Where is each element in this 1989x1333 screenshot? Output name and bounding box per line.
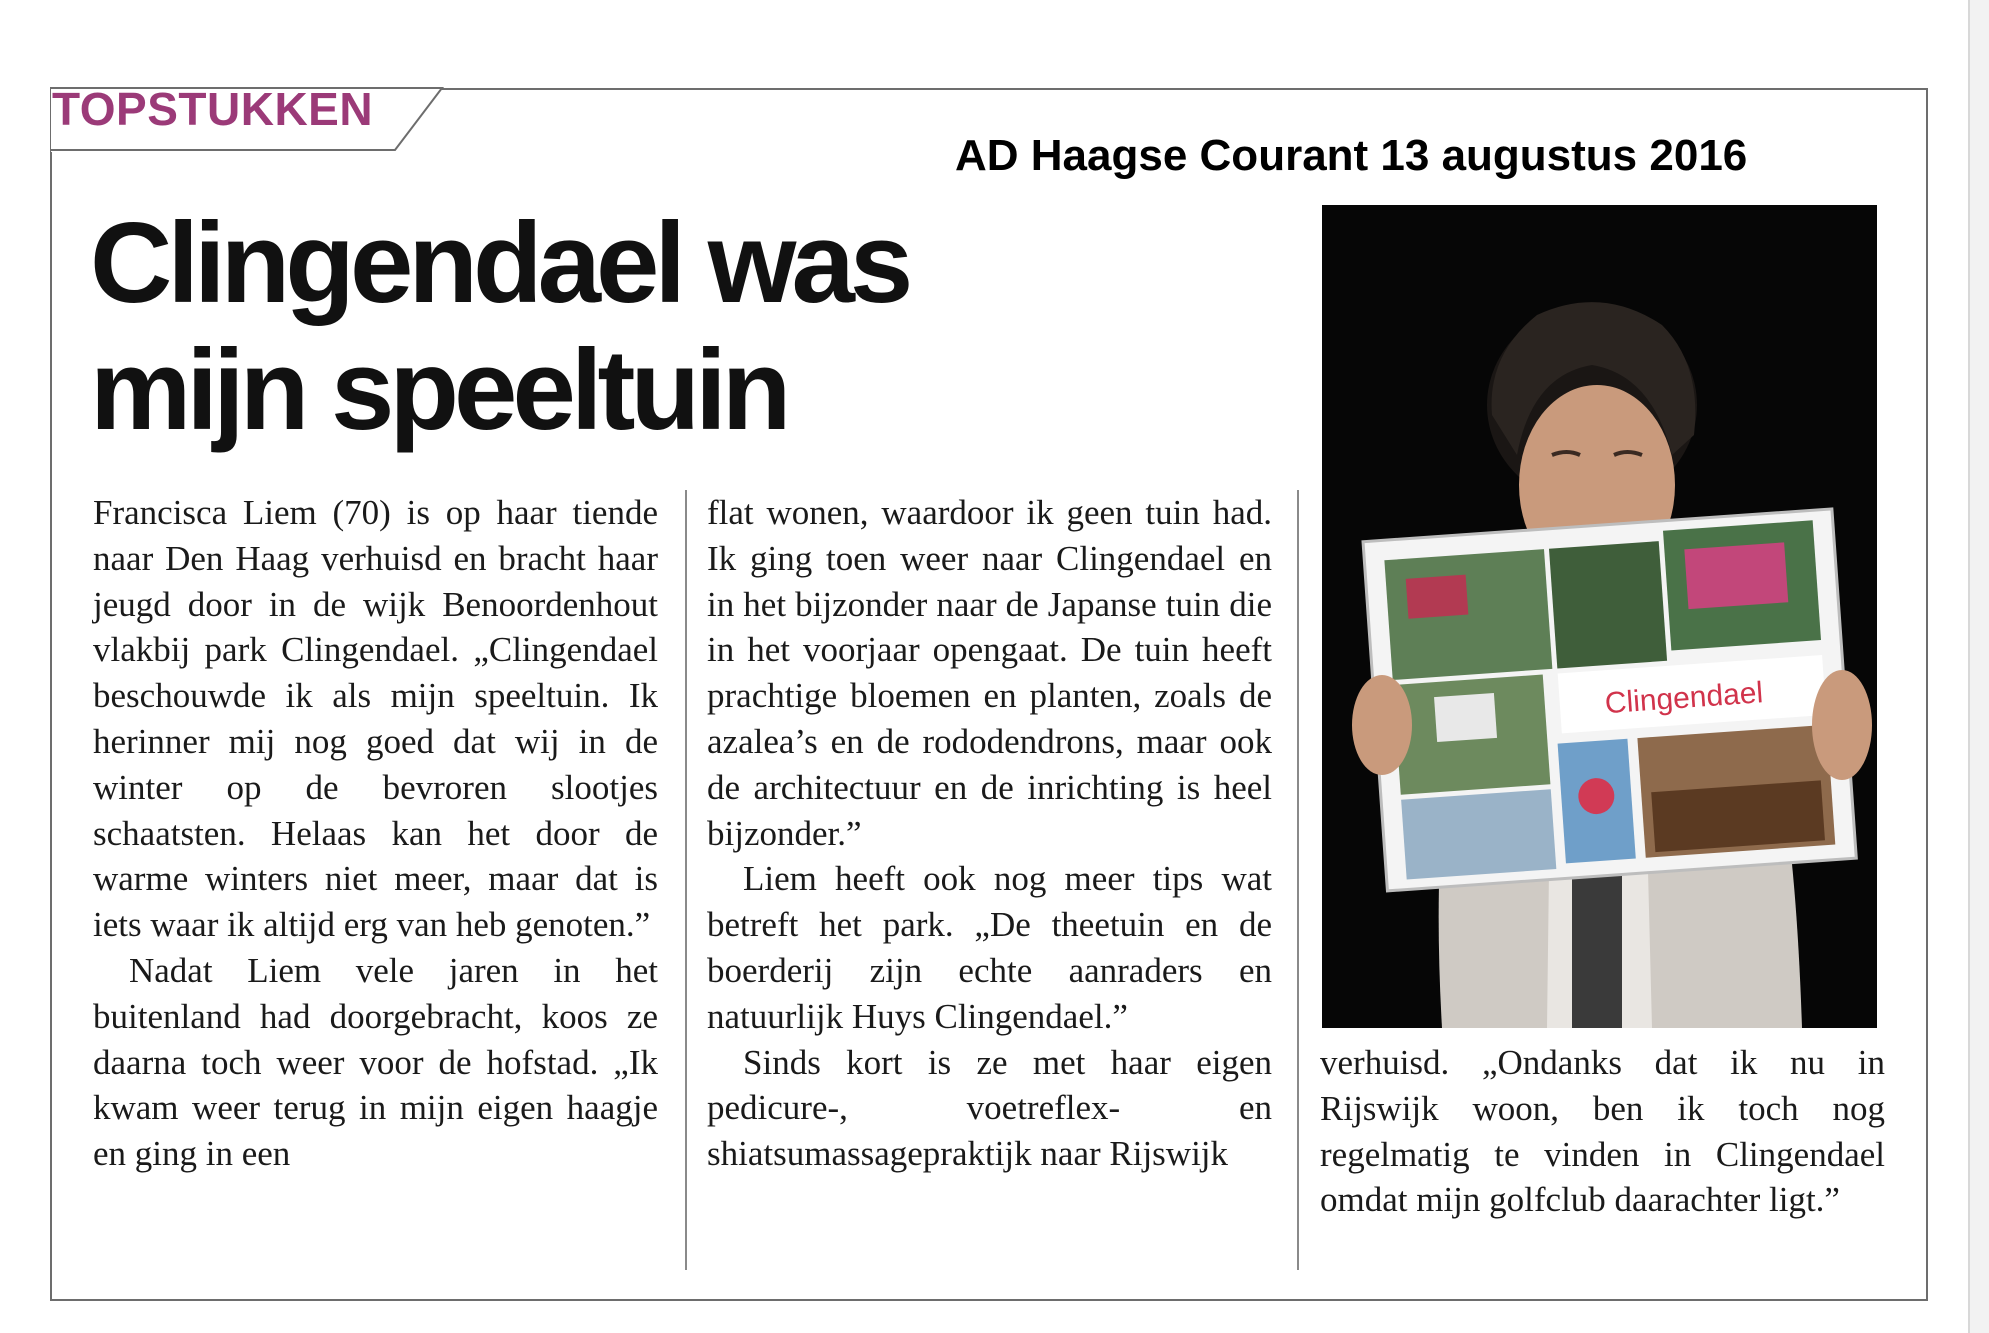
headline [90, 200, 1290, 454]
paragraph: Nadat Liem vele jaren in het buitenland had doorgebracht, koos ze daarna toch weer voor de hofstad. „Ik kwam weer terug in mijn eigen haagje en ging in een [93, 950, 658, 1174]
article-column-3 [1320, 1040, 1885, 1223]
section-label: TOPSTUKKEN [52, 83, 374, 135]
headline-line-1: Clingendael was [90, 200, 909, 327]
paragraph: flat wonen, waardoor ik geen tuin had. Ik ging toen weer naar Clingendael en in het bijzonder naar de Japanse tuin die in het voorjaar opengaat. De tuin heeft prachtige bloemen en planten, zoals de azalea’s en de rododendrons, maar ook de architectuur en de inrichting is heel bijzonder.” [707, 493, 1272, 853]
headline-line-2: mijn speeltuin [90, 327, 787, 454]
column-divider [1297, 490, 1299, 1270]
paragraph: Sinds kort is ze met haar eigen pedicure-, voetreflex- en shiatsumassagepraktijk naar Rijswijk [707, 1042, 1272, 1174]
book-cover-title: Clingendael [1603, 676, 1765, 721]
article-column-1 [93, 490, 658, 1177]
paragraph: Francisca Liem (70) is op haar tiende naar Den Haag verhuisd en bracht haar jeugd door in de wijk Benoordenhout vlakbij park Clingendael. „Clingendael beschouwde ik als mijn speeltuin. Ik herinner mij nog goed dat wij in de winter op de bevroren slootjes schaatsten. Helaas kan het door de warme winters niet meer, maar dat is iets waar ik altijd erg van heb genoten.” [93, 493, 658, 945]
page-edge [1968, 0, 1989, 1333]
column-divider [685, 490, 687, 1270]
paragraph: verhuisd. „Ondanks dat ik nu in Rijswijk woon, ben ik toch nog regelmatig te vinden in Clingendael omdat mijn golfclub daarachter ligt.” [1320, 1043, 1885, 1220]
article-column-2 [707, 490, 1272, 1177]
paragraph: Liem heeft ook nog meer tips wat betreft het park. „De theetuin en de boerderij zijn echte aanraders en natuurlijk Huys Clingendael.” [707, 859, 1272, 1036]
portrait-photo [1322, 205, 1877, 1028]
source-line: AD Haagse Courant 13 augustus 2016 [955, 131, 1748, 180]
